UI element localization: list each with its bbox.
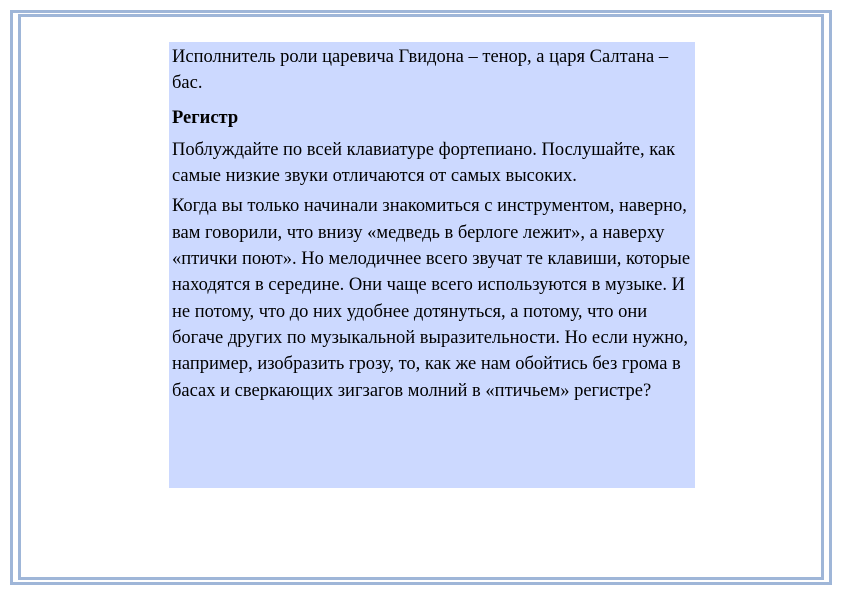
intro-paragraph: Исполнитель роли царевича Гвидона – тенор, а царя Салтана – бас. <box>172 47 669 94</box>
body-paragraph-1: Поблуждайте по всей клавиатуре фортепиано. Послушайте, как самые низкие звуки отличаются от самых высоких. <box>172 139 676 187</box>
section-heading: Регистр <box>172 107 239 128</box>
slide-text-block <box>169 42 695 488</box>
body-paragraph-2: Когда вы только начинали знакомиться с инструментом, наверно, вам говорили, что внизу «медведь в берлоге лежит», а наверху «птички поют». Но мелодичнее всего звучат те клавиши, которые находятся в середине. Они чаще всего используются в музыке. И не потому, что до них удобнее дотянуться, а потому, что они богаче других по музыкальной выразительности. Но если нужно, например, изобразить грозу, то, как же нам обойтись без грома в басах и сверкающих зигзагов молний в «птичьем» регистре? <box>172 196 691 401</box>
